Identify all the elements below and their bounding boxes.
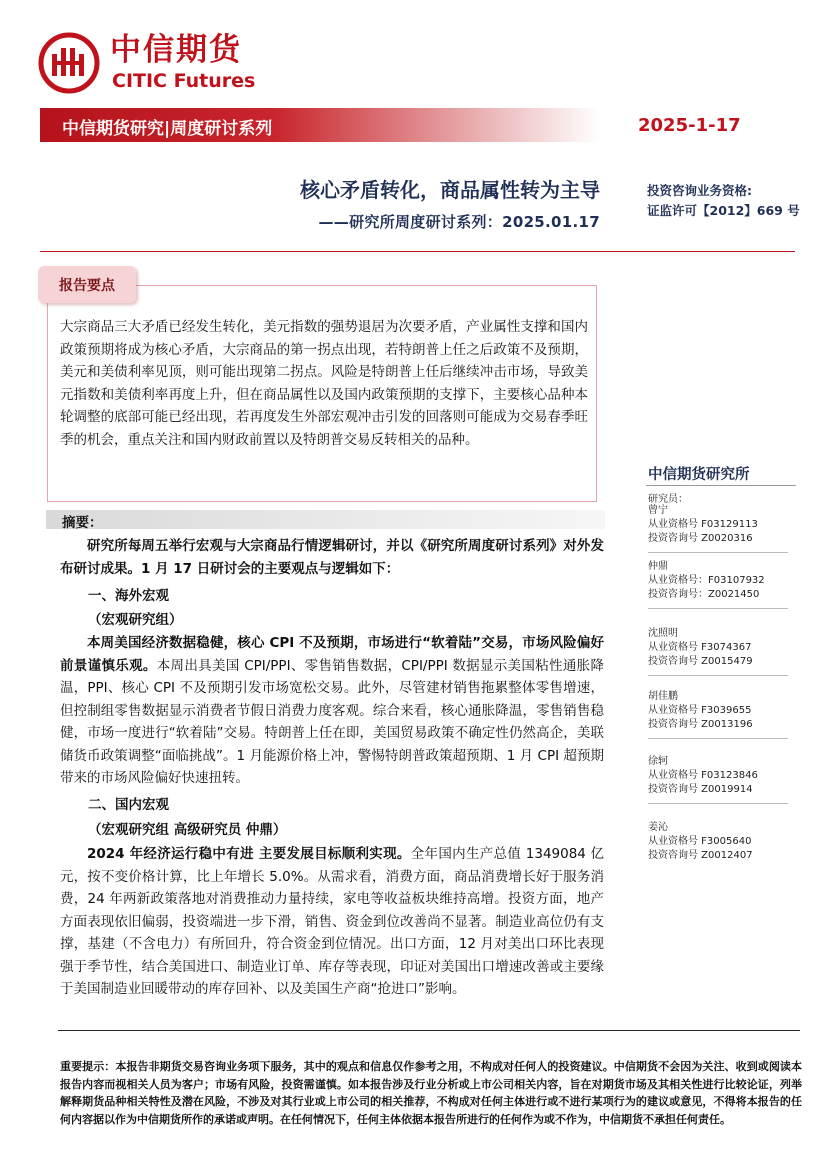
- analyst-divider: [648, 738, 788, 739]
- summary-bar: [46, 510, 605, 529]
- banner-text: 中信期货研究|周度研讨系列: [62, 119, 273, 139]
- analyst-consult-no: 投资咨询号 Z0019914: [648, 784, 753, 795]
- logo-name-en: CITIC Futures: [112, 70, 256, 92]
- summary-label: 摘要：: [62, 515, 103, 531]
- analyst-license: 从业资格号 F03129113: [648, 519, 758, 530]
- key-points-text: 大宗商品三大矛盾已经发生转化，美元指数的强势退居为次要矛盾，产业属性支撑和国内政策预期将成为核心矛盾，大宗商品的第一拐点出现，若特朗普上任之后政策不及预期，美元和美债利率见顶，则可能出现第二拐点。风险是特朗普上任后继续冲击市场，导致美元指数和美债利率再度上升，但在商品属性以及国内政策预期的支撑下，主要核心品种本轮调整的底部可能已经出现，若再度发生外部宏观冲击引发的回落则可能成为交易春季旺季的机会，重点关注和国内财政前置以及特朗普交易反转相关的品种。: [60, 319, 588, 448]
- section1-group: （宏观研究组）: [88, 612, 183, 628]
- analyst-entry: [648, 690, 796, 739]
- analyst-divider: [648, 608, 788, 609]
- key-points-tag: [38, 266, 136, 303]
- summary-intro-text: 研究所每周五举行宏观与大宗商品行情逻辑研讨，并以《研究所周度研讨系列》对外发布研讨成果。1 月 17 日研讨会的主要观点与逻辑如下：: [60, 538, 604, 577]
- section2-heading: 二、国内宏观: [88, 797, 169, 813]
- analyst-entry: [648, 504, 796, 553]
- analyst-consult-no: 投资咨询号 Z0013196: [648, 719, 753, 730]
- analyst-name: 沈照明: [648, 628, 678, 639]
- section1-body: 本周出具美国 CPI/PPI、零售销售数据，CPI/PPI 数据显示美国粘性通胀降温，PPI、核心 CPI 不及预期引发市场宽松交易。此外，尽管建材销售拖累整体零售增速，但控制组零售数据显示消费者节假日消费力度客观。综合来看，核心通胀降温，零售销售稳健，市场一度进行“软着陆”交易。特朗普上任在即，美国贸易政策不确定性仍然高企，美联储货币政策调整“面临挑战”。1 月能源价格上冲，警惕特朗普政策超预期、1 月 CPI 超预期带来的市场风险偏好快速扭转。: [60, 657, 604, 786]
- analyst-consult-no: 投资咨询号 Z0015479: [648, 656, 753, 667]
- analyst-entry: [648, 560, 796, 609]
- analyst-name: 徐轲: [648, 756, 668, 767]
- series-banner: [40, 108, 600, 142]
- analyst-license: 从业资格号 F3074367: [648, 642, 752, 653]
- section1-lead: 本周美国经济数据稳健，核心 CPI 不及预期，市场进行“软着陆”交易，市场风险偏好前景谨慎乐观。: [60, 635, 604, 674]
- logo-name-cn: 中信期货: [110, 32, 242, 68]
- analyst-license: 从业资格号 F3039655: [648, 705, 752, 716]
- analyst-divider: [648, 675, 788, 676]
- section2-paragraph: [60, 843, 604, 1001]
- section1-heading: 一、海外宏观: [88, 588, 169, 604]
- footer-divider: [58, 1030, 800, 1031]
- report-date: 2025-1-17: [638, 115, 741, 136]
- qualification-label: 投资咨询业务资格:: [647, 183, 752, 198]
- section2-lead: 2024 年经济运行稳中有进 主要发展目标顺利实现。: [87, 846, 411, 862]
- analyst-license: 从业资格号：F03107932: [648, 575, 765, 586]
- analyst-name: 曾宁: [648, 505, 668, 516]
- summary-intro: [60, 535, 604, 580]
- report-subtitle: ——研究所周度研讨系列：2025.01.17: [318, 213, 600, 231]
- analyst-name: 仲鼎: [648, 561, 668, 572]
- institute-divider: [646, 485, 796, 486]
- report-title: 核心矛盾转化，商品属性转为主导: [300, 178, 600, 202]
- institute-name: 中信期货研究所: [648, 467, 750, 483]
- qualification-license: 证监许可【2012】669 号: [647, 203, 800, 218]
- header-divider: [40, 251, 795, 252]
- analyst-consult-no: 投资咨询号 Z0020316: [648, 533, 753, 544]
- section2-body: 全年国内生产总值 1349084 亿元，按不变价格计算，比上年增长 5.0%。从需求看，消费方面，商品消费增长好于服务消费，24 年两新政策落地对消费推动力量持续，家电等收益板块维持高增。投资方面，地产方面表现依旧偏弱，投资端进一步下滑，销售、资金到位改善尚不显著。制造业高位仍有支撑，基建（不含电力）有所回升，符合资金到位情况。出口方面，12 月对美出口环比表现强于季节性，结合美国进口、制造业订单、库存等表现，印证对美国出口增速改善或主要缘于美国制造业回暖带动的库存回补、以及美国生产商“抢进口”影响。: [60, 846, 604, 997]
- analyst-name: 姜沁: [648, 822, 668, 833]
- analyst-entry: [648, 627, 796, 676]
- analyst-consult-no: 投资咨询号 Z0012407: [648, 850, 753, 861]
- analysts-label: 研究员：: [648, 494, 688, 505]
- analyst-divider: [648, 552, 788, 553]
- analyst-entry: [648, 755, 796, 804]
- citic-logo-icon: [38, 32, 100, 94]
- key-points-tag-label: 报告要点: [59, 278, 115, 294]
- analyst-name: 胡佳鹏: [648, 691, 678, 702]
- section1-paragraph: [60, 632, 604, 790]
- analyst-license: 从业资格号 F03123846: [648, 770, 758, 781]
- disclaimer-text: 重要提示：本报告非期货交易咨询业务项下服务，其中的观点和信息仅作参考之用，不构成对任何人的投资建议。中信期货不会因为关注、收到或阅读本报告内容而视相关人员为客户；市场有风险，投资需谨慎。如本报告涉及行业分析或上市公司相关内容，旨在对期货市场及其相关性进行比较论证，列举解释期货品种相关特性及潜在风险，不涉及对其行业或上市公司的相关推荐，不构成对任何主体进行或不进行某项行为的建议或意见，不得将本报告的任何内容据以作为中信期货所作的承诺或声明。在任何情况下，任何主体依据本报告所进行的任何作为或不作为，中信期货不承担任何责任。: [60, 1060, 802, 1126]
- analyst-consult-no: 投资咨询号：Z0021450: [648, 589, 760, 600]
- section2-group: （宏观研究组 高级研究员 仲鼎）: [88, 822, 287, 838]
- analyst-license: 从业资格号 F3005640: [648, 836, 752, 847]
- analyst-entry: [648, 821, 796, 863]
- analyst-divider: [648, 803, 788, 804]
